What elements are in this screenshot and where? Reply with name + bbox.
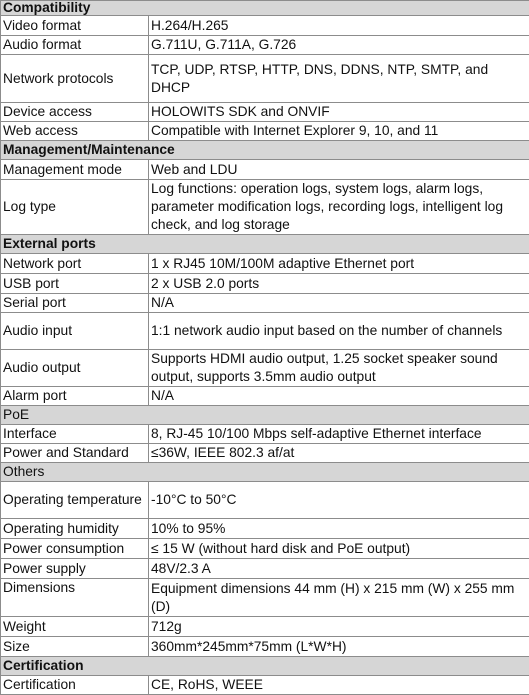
row-value: CE, RoHS, WEEE: [149, 676, 529, 695]
table-row: [1, 559, 529, 579]
row-label: Power consumption: [1, 539, 149, 559]
row-value: H.264/H.265: [149, 16, 529, 36]
row-value: HOLOWITS SDK and ONVIF: [149, 103, 529, 122]
table-row: [1, 350, 529, 387]
row-value: Web and LDU: [149, 160, 529, 180]
table-row: [1, 16, 529, 36]
row-label: Device access: [1, 103, 149, 122]
row-label: Log type: [1, 180, 149, 235]
row-value: 10% to 95%: [149, 519, 529, 539]
row-value: 360mm*245mm*75mm (L*W*H): [149, 637, 529, 657]
section-title: PoE: [1, 406, 529, 425]
row-value: N/A: [149, 294, 529, 313]
row-label: Dimensions: [1, 579, 149, 617]
table-row: [1, 294, 529, 313]
section-header-others: [1, 463, 529, 482]
row-label: Operating temperature: [1, 482, 149, 519]
table-row: [1, 539, 529, 559]
row-value: 1:1 network audio input based on the number of channels: [149, 313, 529, 350]
row-value: 712g: [149, 617, 529, 637]
row-value: Log functions: operation logs, system logs, alarm logs, parameter modification logs, recording logs, intelligent log check, and log storage: [149, 180, 529, 235]
table-row: [1, 444, 529, 463]
row-value: Compatible with Internet Explorer 9, 10, and 11: [149, 122, 529, 141]
row-label: Operating humidity: [1, 519, 149, 539]
section-title: Compatibility: [1, 1, 529, 16]
section-header-external-ports: [1, 235, 529, 254]
row-value: 8, RJ-45 10/100 Mbps self-adaptive Ethernet interface: [149, 425, 529, 444]
row-label: Audio input: [1, 313, 149, 350]
table-row: [1, 122, 529, 141]
row-label: USB port: [1, 274, 149, 294]
row-label: Management mode: [1, 160, 149, 180]
row-label: Interface: [1, 425, 149, 444]
table-row: [1, 617, 529, 637]
row-value: 1 x RJ45 10M/100M adaptive Ethernet port: [149, 254, 529, 274]
table-row: [1, 180, 529, 235]
row-label: Power supply: [1, 559, 149, 579]
section-header-management: [1, 141, 529, 160]
row-value: ≤ 15 W (without hard disk and PoE output): [149, 539, 529, 559]
section-header-compatibility: [1, 1, 529, 16]
row-label: Power and Standard: [1, 444, 149, 463]
table-row: [1, 36, 529, 55]
row-value: G.711U, G.711A, G.726: [149, 36, 529, 55]
section-header-poe: [1, 406, 529, 425]
row-label: Video format: [1, 16, 149, 36]
table-row: [1, 274, 529, 294]
row-label: Certification: [1, 676, 149, 695]
row-label: Size: [1, 637, 149, 657]
row-label: Audio format: [1, 36, 149, 55]
table-row: [1, 160, 529, 180]
row-label: Serial port: [1, 294, 149, 313]
section-title: External ports: [1, 235, 529, 254]
row-value: -10°C to 50°C: [149, 482, 529, 519]
table-row: [1, 637, 529, 657]
section-title: Others: [1, 463, 529, 482]
row-label: Network protocols: [1, 55, 149, 103]
row-value: 2 x USB 2.0 ports: [149, 274, 529, 294]
row-value: Supports HDMI audio output, 1.25 socket speaker sound output, supports 3.5mm audio output: [149, 350, 529, 387]
table-row: [1, 103, 529, 122]
section-title: Management/Maintenance: [1, 141, 529, 160]
table-row: [1, 254, 529, 274]
row-label: Weight: [1, 617, 149, 637]
table-row: [1, 519, 529, 539]
row-value: Equipment dimensions 44 mm (H) x 215 mm (W) x 255 mm (D): [149, 579, 529, 617]
table-row: [1, 579, 529, 617]
row-label: Web access: [1, 122, 149, 141]
row-label: Audio output: [1, 350, 149, 387]
row-value: TCP, UDP, RTSP, HTTP, DNS, DDNS, NTP, SMTP, and DHCP: [149, 55, 529, 103]
table-row: [1, 425, 529, 444]
row-label: Network port: [1, 254, 149, 274]
table-row: [1, 313, 529, 350]
row-label: Alarm port: [1, 387, 149, 406]
table-row: [1, 55, 529, 103]
section-header-certification: [1, 657, 529, 676]
table-row: [1, 387, 529, 406]
row-value: N/A: [149, 387, 529, 406]
row-value: ≤36W, IEEE 802.3 af/at: [149, 444, 529, 463]
spec-table-body: [1, 1, 529, 695]
row-value: 48V/2.3 A: [149, 559, 529, 579]
section-title: Certification: [1, 657, 529, 676]
table-row: [1, 482, 529, 519]
table-row: [1, 676, 529, 695]
